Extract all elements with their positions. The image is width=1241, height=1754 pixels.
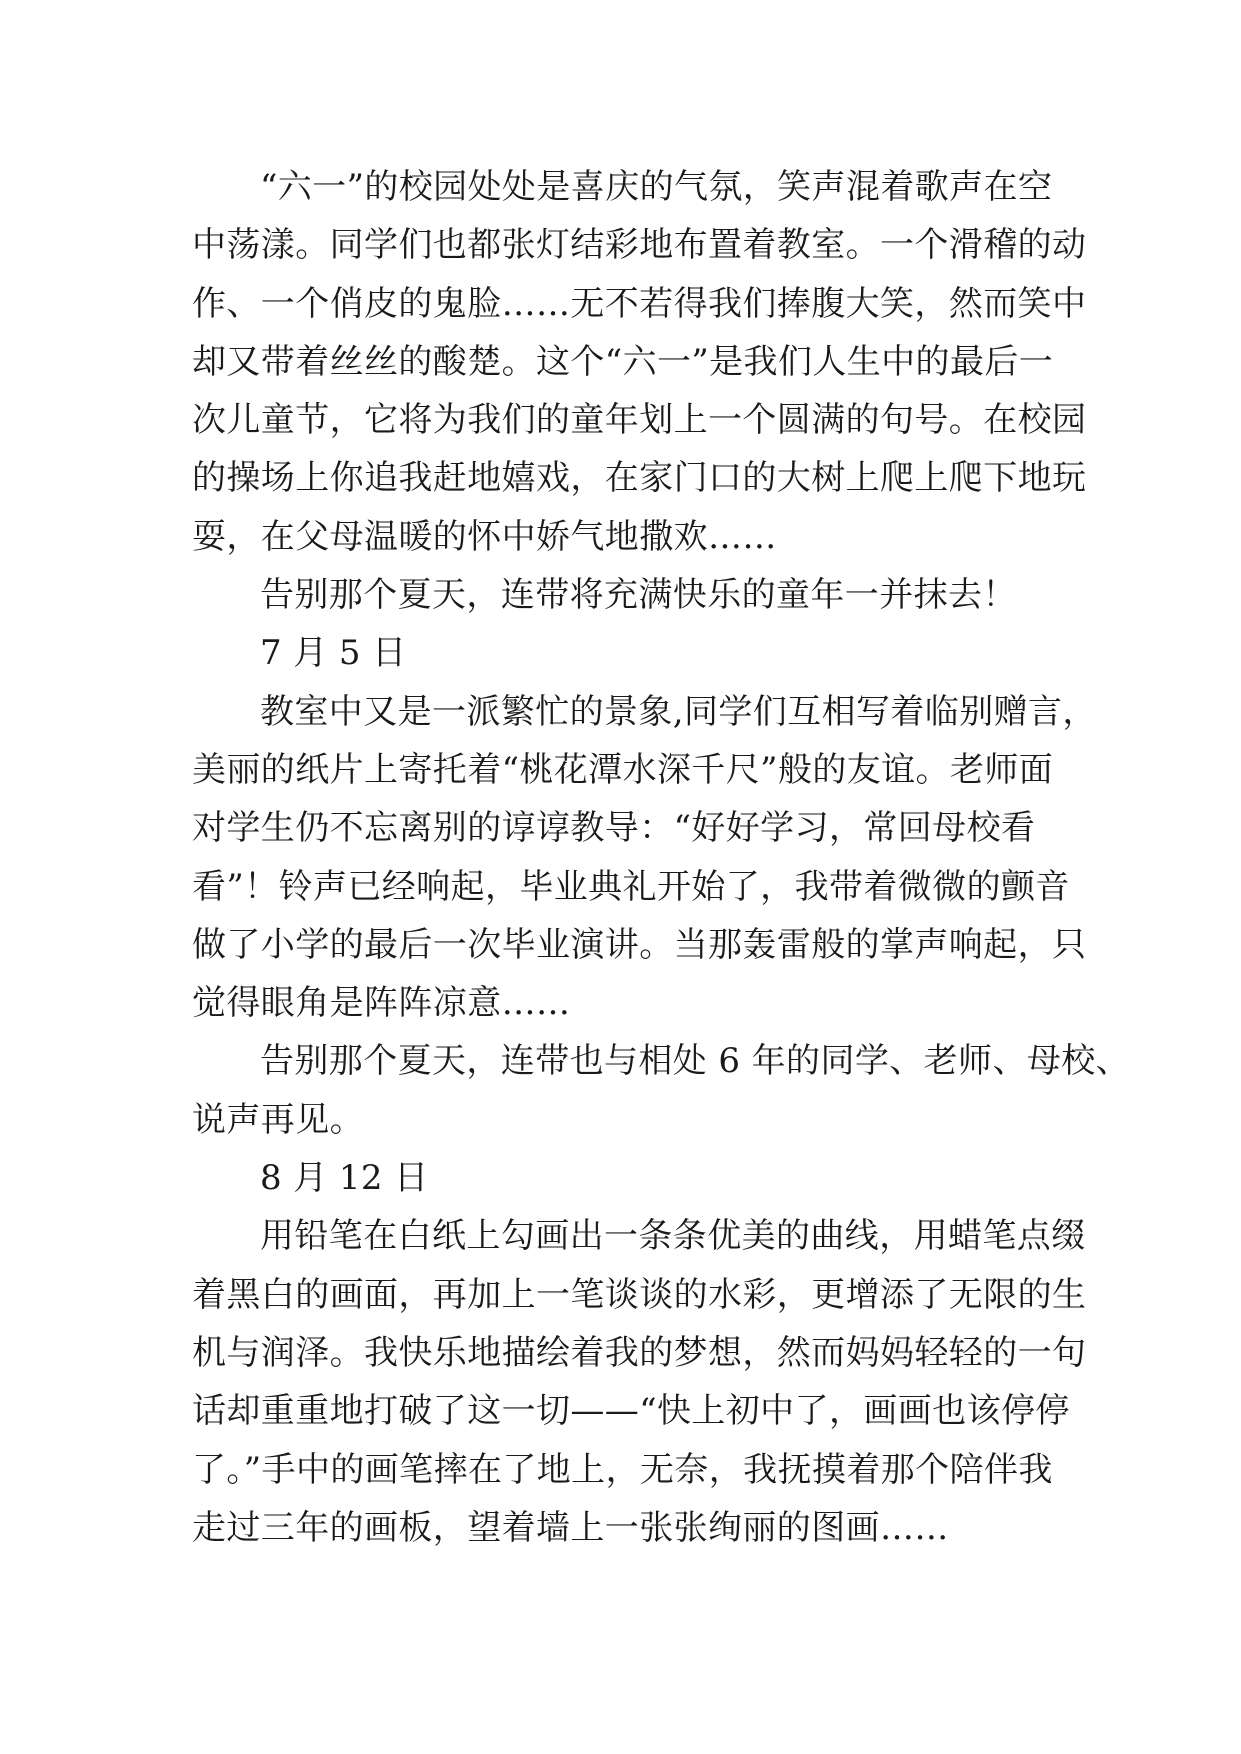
text-line: 美丽的纸片上寄托着“桃花潭水深千尺”般的友谊。老师面 xyxy=(192,749,1054,790)
text-line: 说声再见。 xyxy=(192,1099,364,1140)
text-line: 告别那个夏天，连带也与相处 6 年的同学、老师、母校、 xyxy=(260,1041,1131,1082)
text-line: 中荡漾。同学们也都张灯结彩地布置着教室。一个滑稽的动 xyxy=(192,225,1087,266)
text-line: 觉得眼角是阵阵凉意…… xyxy=(192,983,571,1024)
text-line: 对学生仍不忘离别的谆谆教导：“好好学习，常回母校看 xyxy=(192,808,1036,849)
text-line: 着黑白的画面，再加上一笔谈谈的水彩，更增添了无限的生 xyxy=(192,1274,1087,1315)
text-line: 教室中又是一派繁忙的景象,同学们互相写着临别赠言， xyxy=(260,691,1097,732)
text-line: 了。”手中的画笔摔在了地上，无奈，我抚摸着那个陪伴我 xyxy=(192,1449,1053,1490)
text-line: 做了小学的最后一次毕业演讲。当那轰雷般的掌声响起，只 xyxy=(192,924,1087,965)
date-heading: 8 月 12 日 xyxy=(260,1158,429,1199)
document-body xyxy=(192,158,1131,1557)
text-line: 用铅笔在白纸上勾画出一条条优美的曲线，用蜡笔点缀 xyxy=(260,1216,1086,1257)
text-line: 却又带着丝丝的酸楚。这个“六一”是我们人生中的最后一 xyxy=(192,341,1054,382)
text-line: 机与润泽。我快乐地描绘着我的梦想，然而妈妈轻轻的一句 xyxy=(192,1332,1087,1373)
text-line: 看”！铃声已经响起，毕业典礼开始了，我带着微微的颤音 xyxy=(192,866,1070,907)
text-line: 次儿童节，它将为我们的童年划上一个圆满的句号。在校园 xyxy=(192,400,1087,441)
text-line: 告别那个夏天，连带将充满快乐的童年一并抹去！ xyxy=(260,575,1017,616)
text-line: 的操场上你追我赶地嬉戏，在家门口的大树上爬上爬下地玩 xyxy=(192,458,1087,499)
text-line: 作、一个俏皮的鬼脸……无不若得我们捧腹大笑，然而笑中 xyxy=(192,283,1087,324)
text-line: “六一”的校园处处是喜庆的气氛，笑声混着歌声在空 xyxy=(260,167,1053,207)
text-line: 耍，在父母温暖的怀中娇气地撒欢…… xyxy=(192,516,777,557)
date-heading: 7 月 5 日 xyxy=(260,633,407,674)
text-line: 话却重重地打破了这一切——“快上初中了，画画也该停停 xyxy=(192,1391,1070,1432)
text-line: 走过三年的画板，望着墙上一张张绚丽的图画…… xyxy=(192,1507,949,1548)
